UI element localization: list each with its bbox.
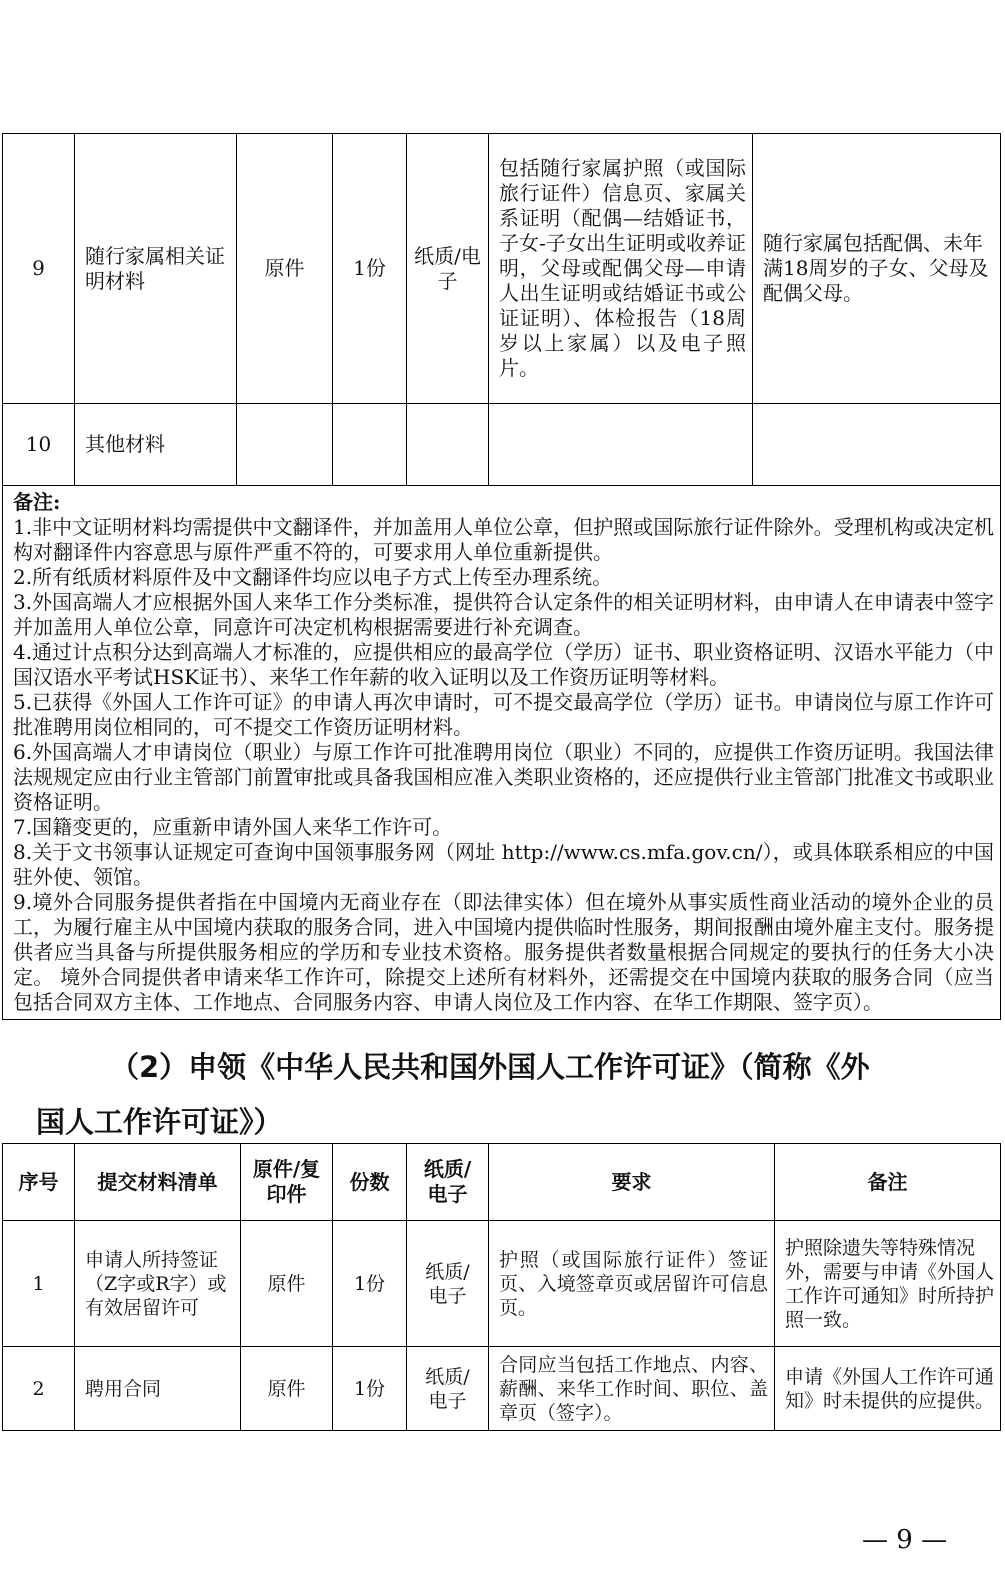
document-type: 原件 bbox=[241, 1347, 333, 1431]
note-item: 6.外国高端人才申请岗位（职业）与原工作许可批准聘用岗位（职业）不同的，应提供工作资历证明。我国法律法规规定应由行业主管部门前置审批或具备我国相应准入类职业资格的，还应提供行业主管部门批准文书或职业资格证明。 bbox=[13, 740, 994, 814]
requirement: 包括随行家属护照（或国际旅行证件）信息页、家属关系证明（配偶—结婚证书，子女-子女出生证明或收养证明，父母或配偶父母—申请人出生证明或结婚证书或公证证明）、体检报告（18周岁以上家属）以及电子照片。 bbox=[489, 134, 753, 404]
note-item: 7.国籍变更的，应重新申请外国人来华工作许可。 bbox=[13, 815, 453, 839]
document-type bbox=[237, 404, 333, 486]
remark: 随行家属包括配偶、未年满18周岁的子女、父母及配偶父母。 bbox=[753, 134, 1001, 404]
material-name: 其他材料 bbox=[75, 404, 237, 486]
table-row bbox=[3, 404, 1001, 486]
header-name: 提交材料清单 bbox=[75, 1144, 241, 1221]
notes-row bbox=[3, 486, 1001, 1020]
header-requirement: 要求 bbox=[489, 1144, 775, 1221]
notes-title: 备注: bbox=[13, 490, 61, 514]
header-type: 原件/复印件 bbox=[241, 1144, 333, 1221]
table-row bbox=[3, 134, 1001, 404]
material-name: 聘用合同 bbox=[75, 1347, 241, 1431]
table-row bbox=[3, 1347, 1001, 1431]
copy-count: 1份 bbox=[333, 134, 407, 404]
note-item: 5.已获得《外国人工作许可证》的申请人再次申请时，可不提交最高学位（学历）证书。申请岗位与原工作许可批准聘用岗位相同的，可不提交工作资历证明材料。 bbox=[13, 690, 994, 739]
table-row bbox=[3, 1221, 1001, 1347]
document-type: 原件 bbox=[237, 134, 333, 404]
medium: 纸质/电子 bbox=[407, 1347, 489, 1431]
document-type: 原件 bbox=[241, 1221, 333, 1347]
row-number: 1 bbox=[3, 1221, 75, 1347]
page-number: — 9 — bbox=[862, 1525, 948, 1555]
row-number: 10 bbox=[3, 404, 75, 486]
header-no: 序号 bbox=[3, 1144, 75, 1221]
medium: 纸质/电子 bbox=[407, 134, 489, 404]
requirement bbox=[489, 404, 753, 486]
header-remark: 备注 bbox=[775, 1144, 1001, 1221]
copy-count: 1份 bbox=[333, 1347, 407, 1431]
section-heading-line1: （2）申领《中华人民共和国外国人工作许可证》（简称《外 bbox=[110, 1050, 870, 1084]
remark: 护照除遗失等特殊情况外，需要与申请《外国人工作许可通知》时所持护照一致。 bbox=[775, 1221, 1001, 1347]
remark bbox=[753, 404, 1001, 486]
notes-cell bbox=[3, 486, 1001, 1020]
header-count: 份数 bbox=[333, 1144, 407, 1221]
requirement: 护照（或国际旅行证件）签证页、入境签章页或居留许可信息页。 bbox=[489, 1221, 775, 1347]
header-medium: 纸质/电子 bbox=[407, 1144, 489, 1221]
note-item: 9.境外合同服务提供者指在中国境内无商业存在（即法律实体）但在境外从事实质性商业活动的境外企业的员工，为履行雇主从中国境内获取的服务合同，进入中国境内提供临时性服务，期间报酬由境外雇主支付。服务提供者应当具备与所提供服务相应的学历和专业技术资格。服务提供者数量根据合同规定的要执行的任务大小决定。 境外合同提供者申请来华工作许可，除提交上述所有材料外，还需提交在中国境内获取的服务合同（应当包括合同双方主体、工作地点、合同服务内容、申请人岗位及工作内容、在华工作期限、签字页）。 bbox=[13, 890, 994, 1014]
medium bbox=[407, 404, 489, 486]
row-number: 2 bbox=[3, 1347, 75, 1431]
section-heading-line2: 国人工作许可证》） bbox=[36, 1105, 283, 1139]
material-name: 随行家属相关证明材料 bbox=[75, 134, 237, 404]
table-header-row bbox=[3, 1144, 1001, 1221]
copy-count bbox=[333, 404, 407, 486]
materials-table-continued bbox=[2, 133, 1001, 1020]
remark: 申请《外国人工作许可通知》时未提供的应提供。 bbox=[775, 1347, 1001, 1431]
note-item: 2.所有纸质材料原件及中文翻译件均应以电子方式上传至办理系统。 bbox=[13, 565, 613, 589]
note-item: 8.关于文书领事认证规定可查询中国领事服务网（网址 http://www.cs.mfa.gov.cn/），或具体联系相应的中国驻外使、领馆。 bbox=[13, 840, 994, 889]
note-item: 1.非中文证明材料均需提供中文翻译件，并加盖用人单位公章，但护照或国际旅行证件除外。受理机构或决定机构对翻译件内容意思与原件严重不符的，可要求用人单位重新提供。 bbox=[13, 515, 994, 564]
medium: 纸质/电子 bbox=[407, 1221, 489, 1347]
row-number: 9 bbox=[3, 134, 75, 404]
note-item: 4.通过计点积分达到高端人才标准的，应提供相应的最高学位（学历）证书、职业资格证明、汉语水平能力（中国汉语水平考试HSK证书）、来华工作年薪的收入证明以及工作资历证明等材料。 bbox=[13, 640, 994, 689]
note-item: 3.外国高端人才应根据外国人来华工作分类标准，提供符合认定条件的相关证明材料，由申请人在申请表中签字并加盖用人单位公章，同意许可决定机构根据需要进行补充调查。 bbox=[13, 590, 994, 639]
material-name: 申请人所持签证（Z字或R字）或有效居留许可 bbox=[75, 1221, 241, 1347]
requirement: 合同应当包括工作地点、内容、薪酬、来华工作时间、职位、盖章页（签字）。 bbox=[489, 1347, 775, 1431]
work-permit-materials-table bbox=[2, 1143, 1001, 1431]
copy-count: 1份 bbox=[333, 1221, 407, 1347]
